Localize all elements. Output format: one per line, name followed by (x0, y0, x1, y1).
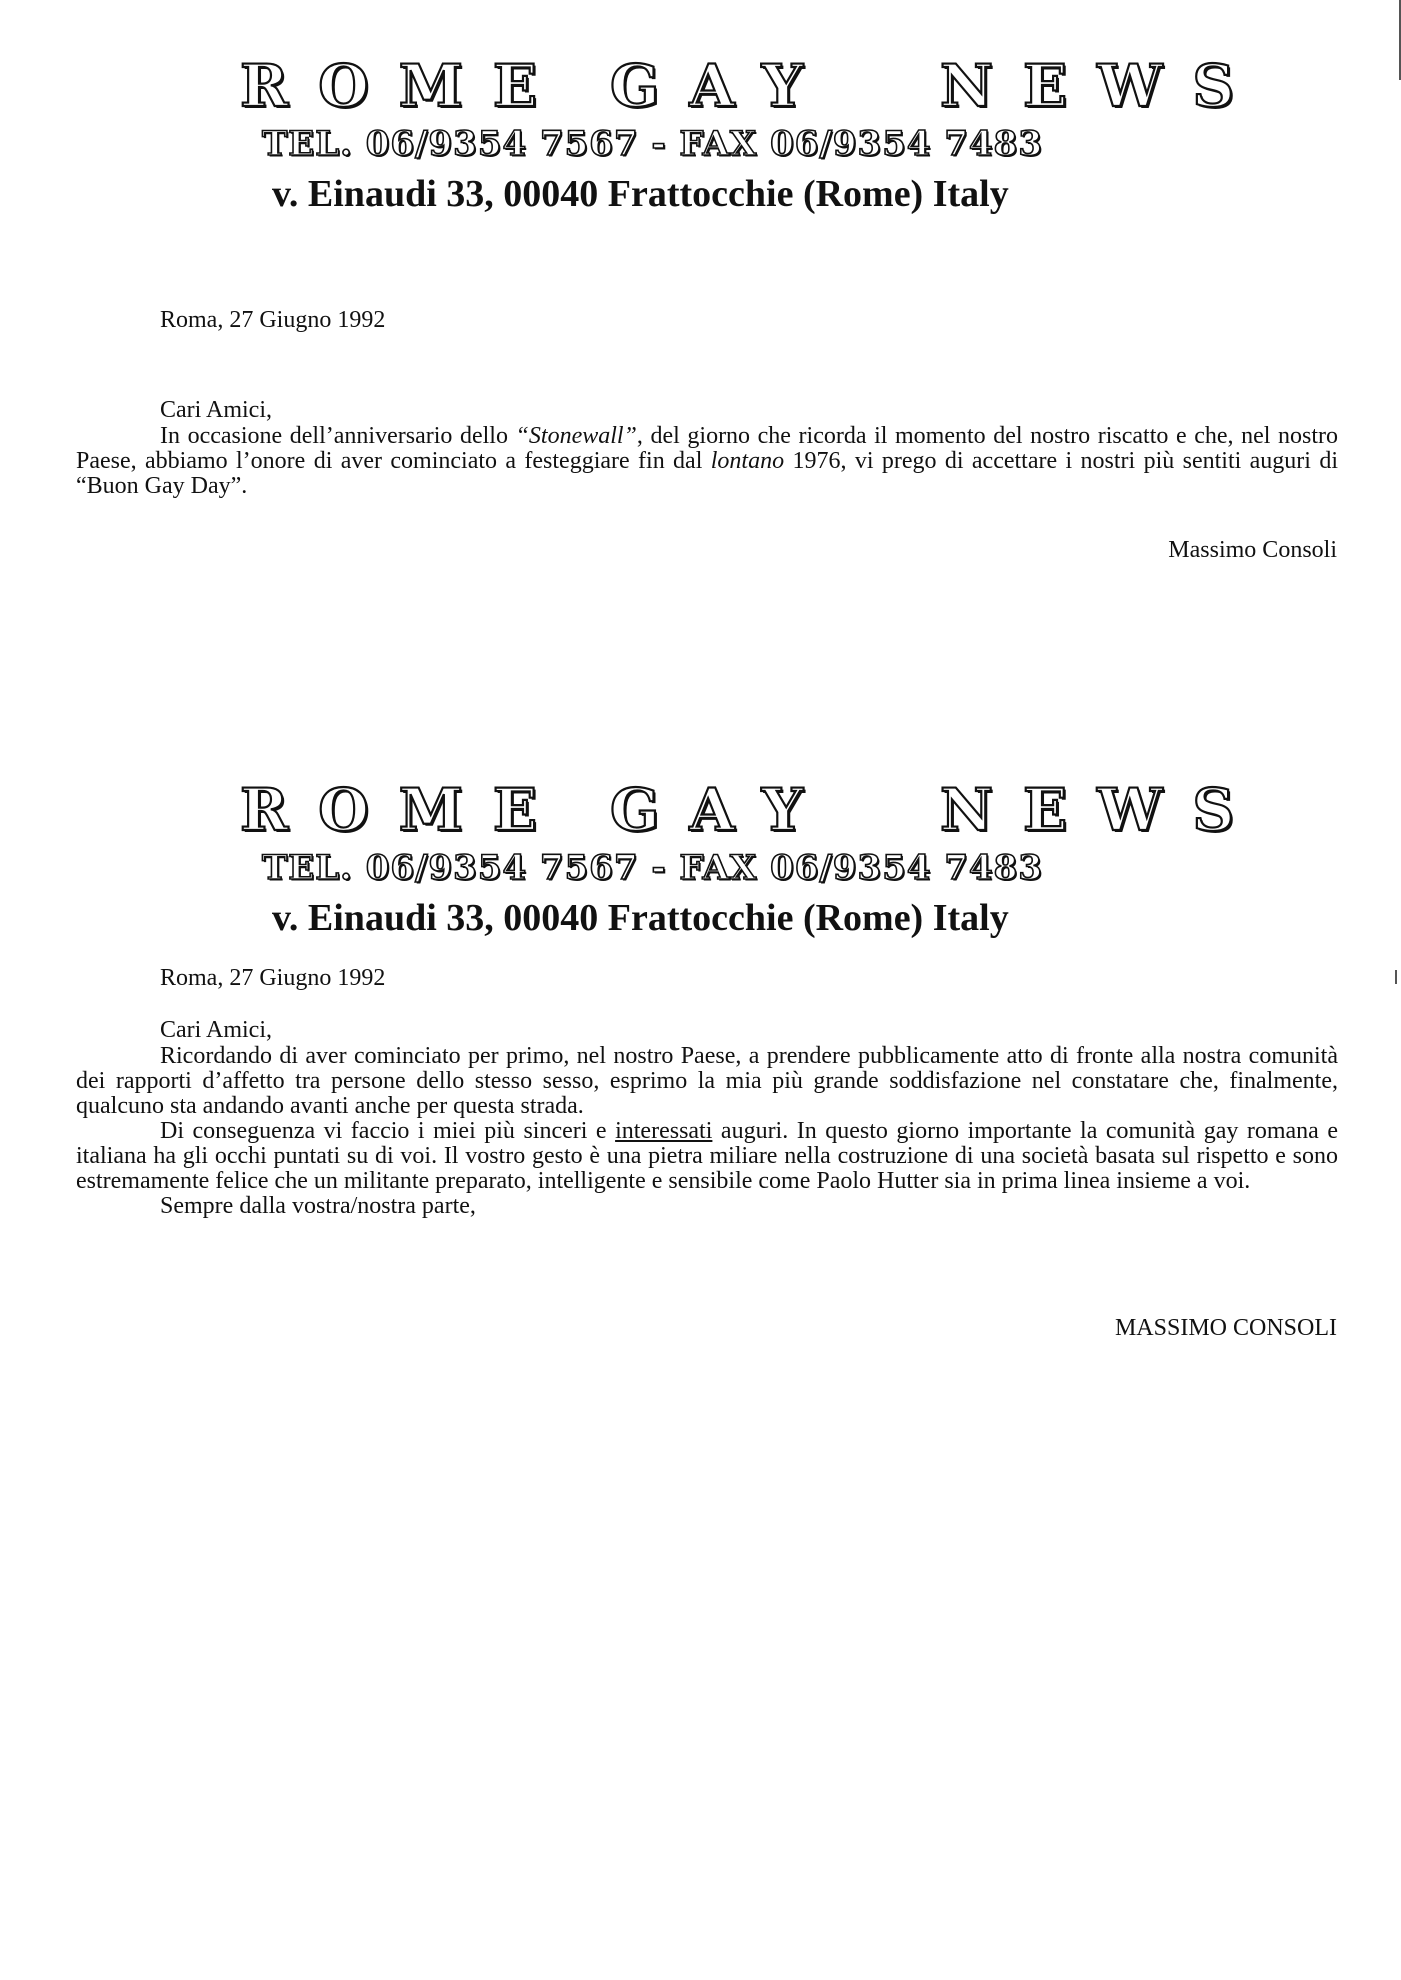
letter-body (76, 424, 1338, 499)
contact-line: TEL. 06/9354 7567 - FAX 06/9354 7483 (262, 848, 1043, 888)
interessati-underlined: interessati (615, 1118, 713, 1144)
salutation: Cari Amici, (160, 1017, 272, 1043)
signature: Massimo Consoli (1168, 537, 1337, 563)
masthead-word-rome: ROME (240, 52, 568, 120)
masthead-title (240, 52, 1265, 120)
salutation: Cari Amici, (160, 397, 272, 423)
body-text-segment: 1976, vi prego di accettare i nostri più sentiti auguri di “Buon Gay Day”. (76, 448, 1338, 499)
masthead-word-rome: ROME (240, 776, 568, 844)
closing-line: Sempre dalla vostra/nostra parte, (160, 1193, 476, 1219)
masthead-word-news: NEWS (940, 52, 1265, 120)
masthead-title (240, 776, 1265, 844)
body-paragraph (76, 1119, 1338, 1194)
body-text-segment: , del giorno che ricorda il momento del nostro riscatto e che, nel nostro Paese, abbiamo l’onore di aver cominciato a festeggiare fin dal (76, 423, 1338, 474)
letter-date: Roma, 27 Giugno 1992 (160, 965, 386, 991)
masthead-word-gay: GAY (610, 52, 834, 120)
contact-line: TEL. 06/9354 7567 - FAX 06/9354 7483 (262, 124, 1043, 164)
lontano-emphasis: lontano (710, 448, 785, 474)
masthead-word-news: NEWS (940, 776, 1265, 844)
address-line: v. Einaudi 33, 00040 Frattocchie (Rome) Italy (272, 173, 1009, 215)
signature: MASSIMO CONSOLI (1114, 1315, 1337, 1341)
stonewall-emphasis: “Stonewall” (515, 423, 637, 449)
body-text-segment: Di conseguenza vi faccio i miei più sinceri e (160, 1118, 616, 1144)
address-line: v. Einaudi 33, 00040 Frattocchie (Rome) Italy (272, 897, 1009, 939)
scan-edge-mark (1395, 970, 1397, 984)
letter-body (76, 1044, 1338, 1219)
body-text-segment: In occasione dell’anniversario dello (160, 423, 516, 449)
body-paragraph (76, 424, 1338, 499)
masthead-word-gay: GAY (610, 776, 834, 844)
body-text-segment: auguri. In questo giorno importante la comunità gay romana e italiana ha gli occhi puntati su di voi. Il vostro gesto è una pietra miliare nella costruzione di una società basata sul rispetto e sono estremamente felice che un militante preparato, intelligente e sensibile come Paolo Hutter sia in prima linea insieme a voi. (76, 1118, 1338, 1194)
body-paragraph: Ricordando di aver cominciato per primo, nel nostro Paese, a prendere pubblicamente atto di fronte alla nostra comunità dei rapporti d’affetto tra persone dello stesso sesso, esprimo la mia più grande soddisfazione nel constatare che, finalmente, qualcuno sta andando avanti anche per questa strada. (76, 1043, 1338, 1119)
letter-date: Roma, 27 Giugno 1992 (160, 307, 386, 333)
